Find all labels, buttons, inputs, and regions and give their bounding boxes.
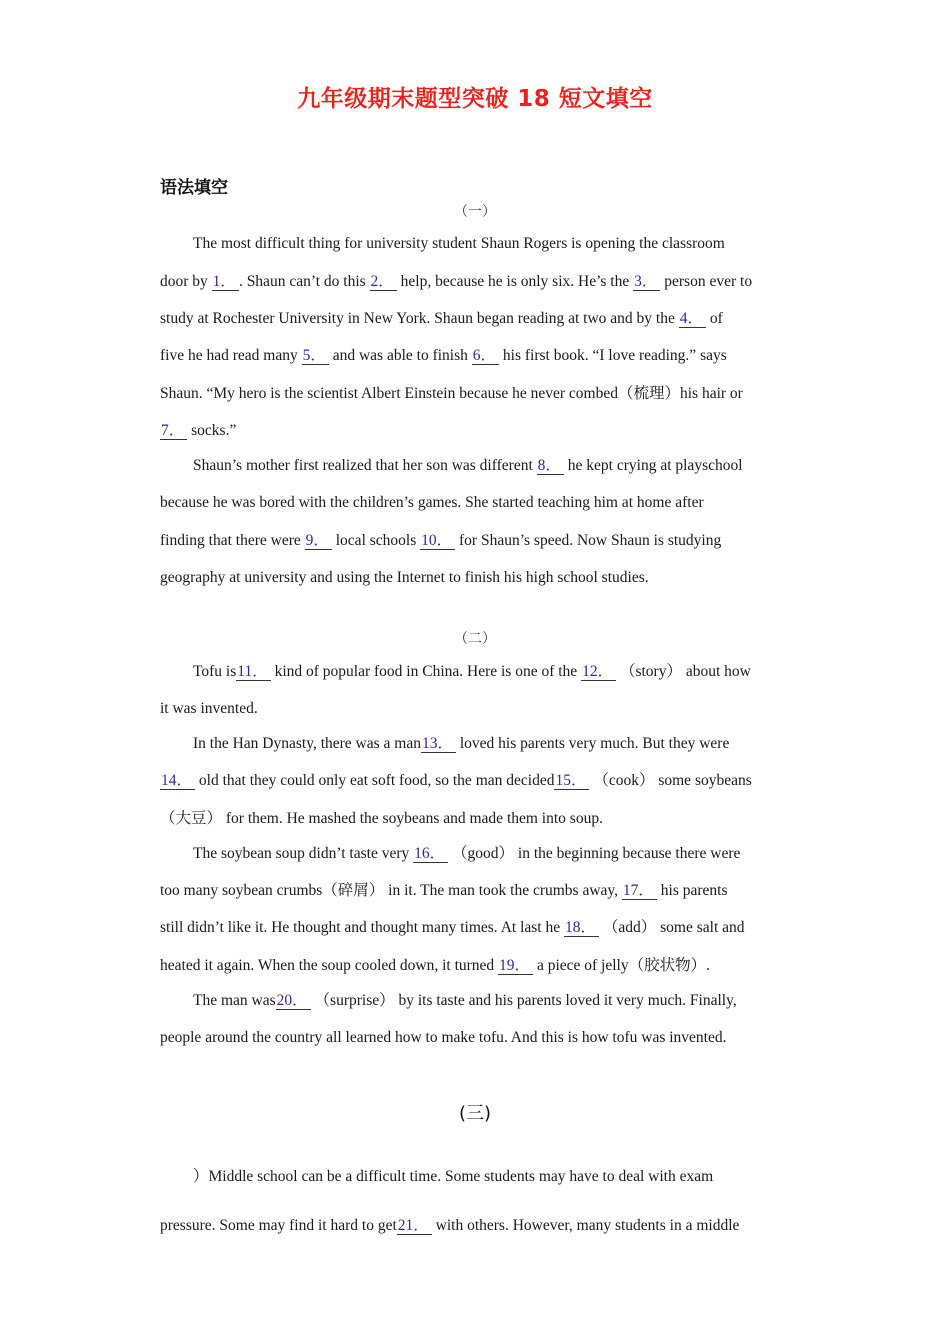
p1-line: Shaun’s mother first realized that her son was different 8． he kept crying at playschool xyxy=(193,457,743,474)
p2-line: heated it again. When the soup cooled down, it turned 19． a piece of jelly（胶状物）. xyxy=(160,957,710,974)
p1-line: study at Rochester University in New York. Shaun began reading at two and by the 4． of xyxy=(160,310,723,327)
blank-7[interactable]: 7． xyxy=(160,422,187,440)
part-two-label: （二） xyxy=(454,632,496,647)
blank-13[interactable]: 13． xyxy=(421,735,456,753)
blank-8[interactable]: 8． xyxy=(537,457,564,475)
p2-line: In the Han Dynasty, there was a man13． loved his parents very much. But they were xyxy=(193,735,730,752)
p1-line: Shaun. “My hero is the scientist Albert Einstein because he never combed（梳理）his hair or xyxy=(160,385,743,402)
blank-6[interactable]: 6． xyxy=(472,347,499,365)
p1-line: five he had read many 5． and was able to finish 6． his first book. “I love reading.” says xyxy=(160,347,727,364)
blank-18[interactable]: 18． xyxy=(564,919,599,937)
p2-line: it was invented. xyxy=(160,700,258,717)
blank-17[interactable]: 17． xyxy=(622,882,657,900)
p1-line: finding that there were 9． local schools 10． for Shaun’s speed. Now Shaun is studying xyxy=(160,532,722,549)
blank-3[interactable]: 3． xyxy=(633,273,660,291)
blank-19[interactable]: 19． xyxy=(498,957,533,975)
p2-line: The soybean soup didn’t taste very 16． （good） in the beginning because there were xyxy=(193,845,741,862)
p2-line: Tofu is11． kind of popular food in China. Here is one of the 12． （story） about how xyxy=(193,663,751,680)
part-one-label: （一） xyxy=(454,205,496,220)
p1-line: geography at university and using the Internet to finish his high school studies. xyxy=(160,569,649,586)
blank-11[interactable]: 11． xyxy=(236,663,270,681)
p1-line: The most difficult thing for university student Shaun Rogers is opening the classroom xyxy=(193,235,725,252)
p3-line: pressure. Some may find it hard to get21． with others. However, many students in a middle xyxy=(160,1217,740,1234)
blank-15[interactable]: 15． xyxy=(554,772,589,790)
p2-line: （大豆） for them. He mashed the soybeans and made them into soup. xyxy=(160,810,603,827)
blank-1[interactable]: 1． xyxy=(212,273,239,291)
p2-line: too many soybean crumbs（碎屑） in it. The man took the crumbs away, 17． his parents xyxy=(160,882,728,899)
p2-line: people around the country all learned how to make tofu. And this is how tofu was invented. xyxy=(160,1029,727,1046)
blank-2[interactable]: 2． xyxy=(370,273,397,291)
blank-16[interactable]: 16． xyxy=(413,845,448,863)
blank-21[interactable]: 21． xyxy=(397,1217,432,1235)
blank-4[interactable]: 4． xyxy=(679,310,706,328)
p2-line: 14． old that they could only eat soft food, so the man decided15． （cook） some soybeans xyxy=(161,772,752,789)
p1-line: door by 1． . Shaun can’t do this 2． help, because he is only six. He’s the 3． person ever to xyxy=(160,273,753,290)
blank-10[interactable]: 10． xyxy=(420,532,455,550)
p3-line: ）Middle school can be a difficult time. Some students may have to deal with exam xyxy=(193,1168,714,1185)
blank-5[interactable]: 5． xyxy=(302,347,329,365)
blank-9[interactable]: 9． xyxy=(305,532,332,550)
blank-12[interactable]: 12． xyxy=(581,663,616,681)
p1-line: 7． socks.” xyxy=(161,422,237,439)
p1-line: because he was bored with the children’s games. She started teaching him at home after xyxy=(160,494,704,511)
page-title: 九年级期末题型突破 18 短文填空 xyxy=(297,86,653,112)
blank-14[interactable]: 14． xyxy=(160,772,195,790)
part-three-label: (三) xyxy=(458,1103,492,1124)
p2-line: The man was20． （surprise） by its taste and his parents loved it very much. Finally, xyxy=(193,992,737,1009)
p2-line: still didn’t like it. He thought and thought many times. At last he 18． （add） some salt and xyxy=(160,919,745,936)
section-heading: 语法填空 xyxy=(160,178,228,198)
blank-20[interactable]: 20． xyxy=(276,992,311,1010)
